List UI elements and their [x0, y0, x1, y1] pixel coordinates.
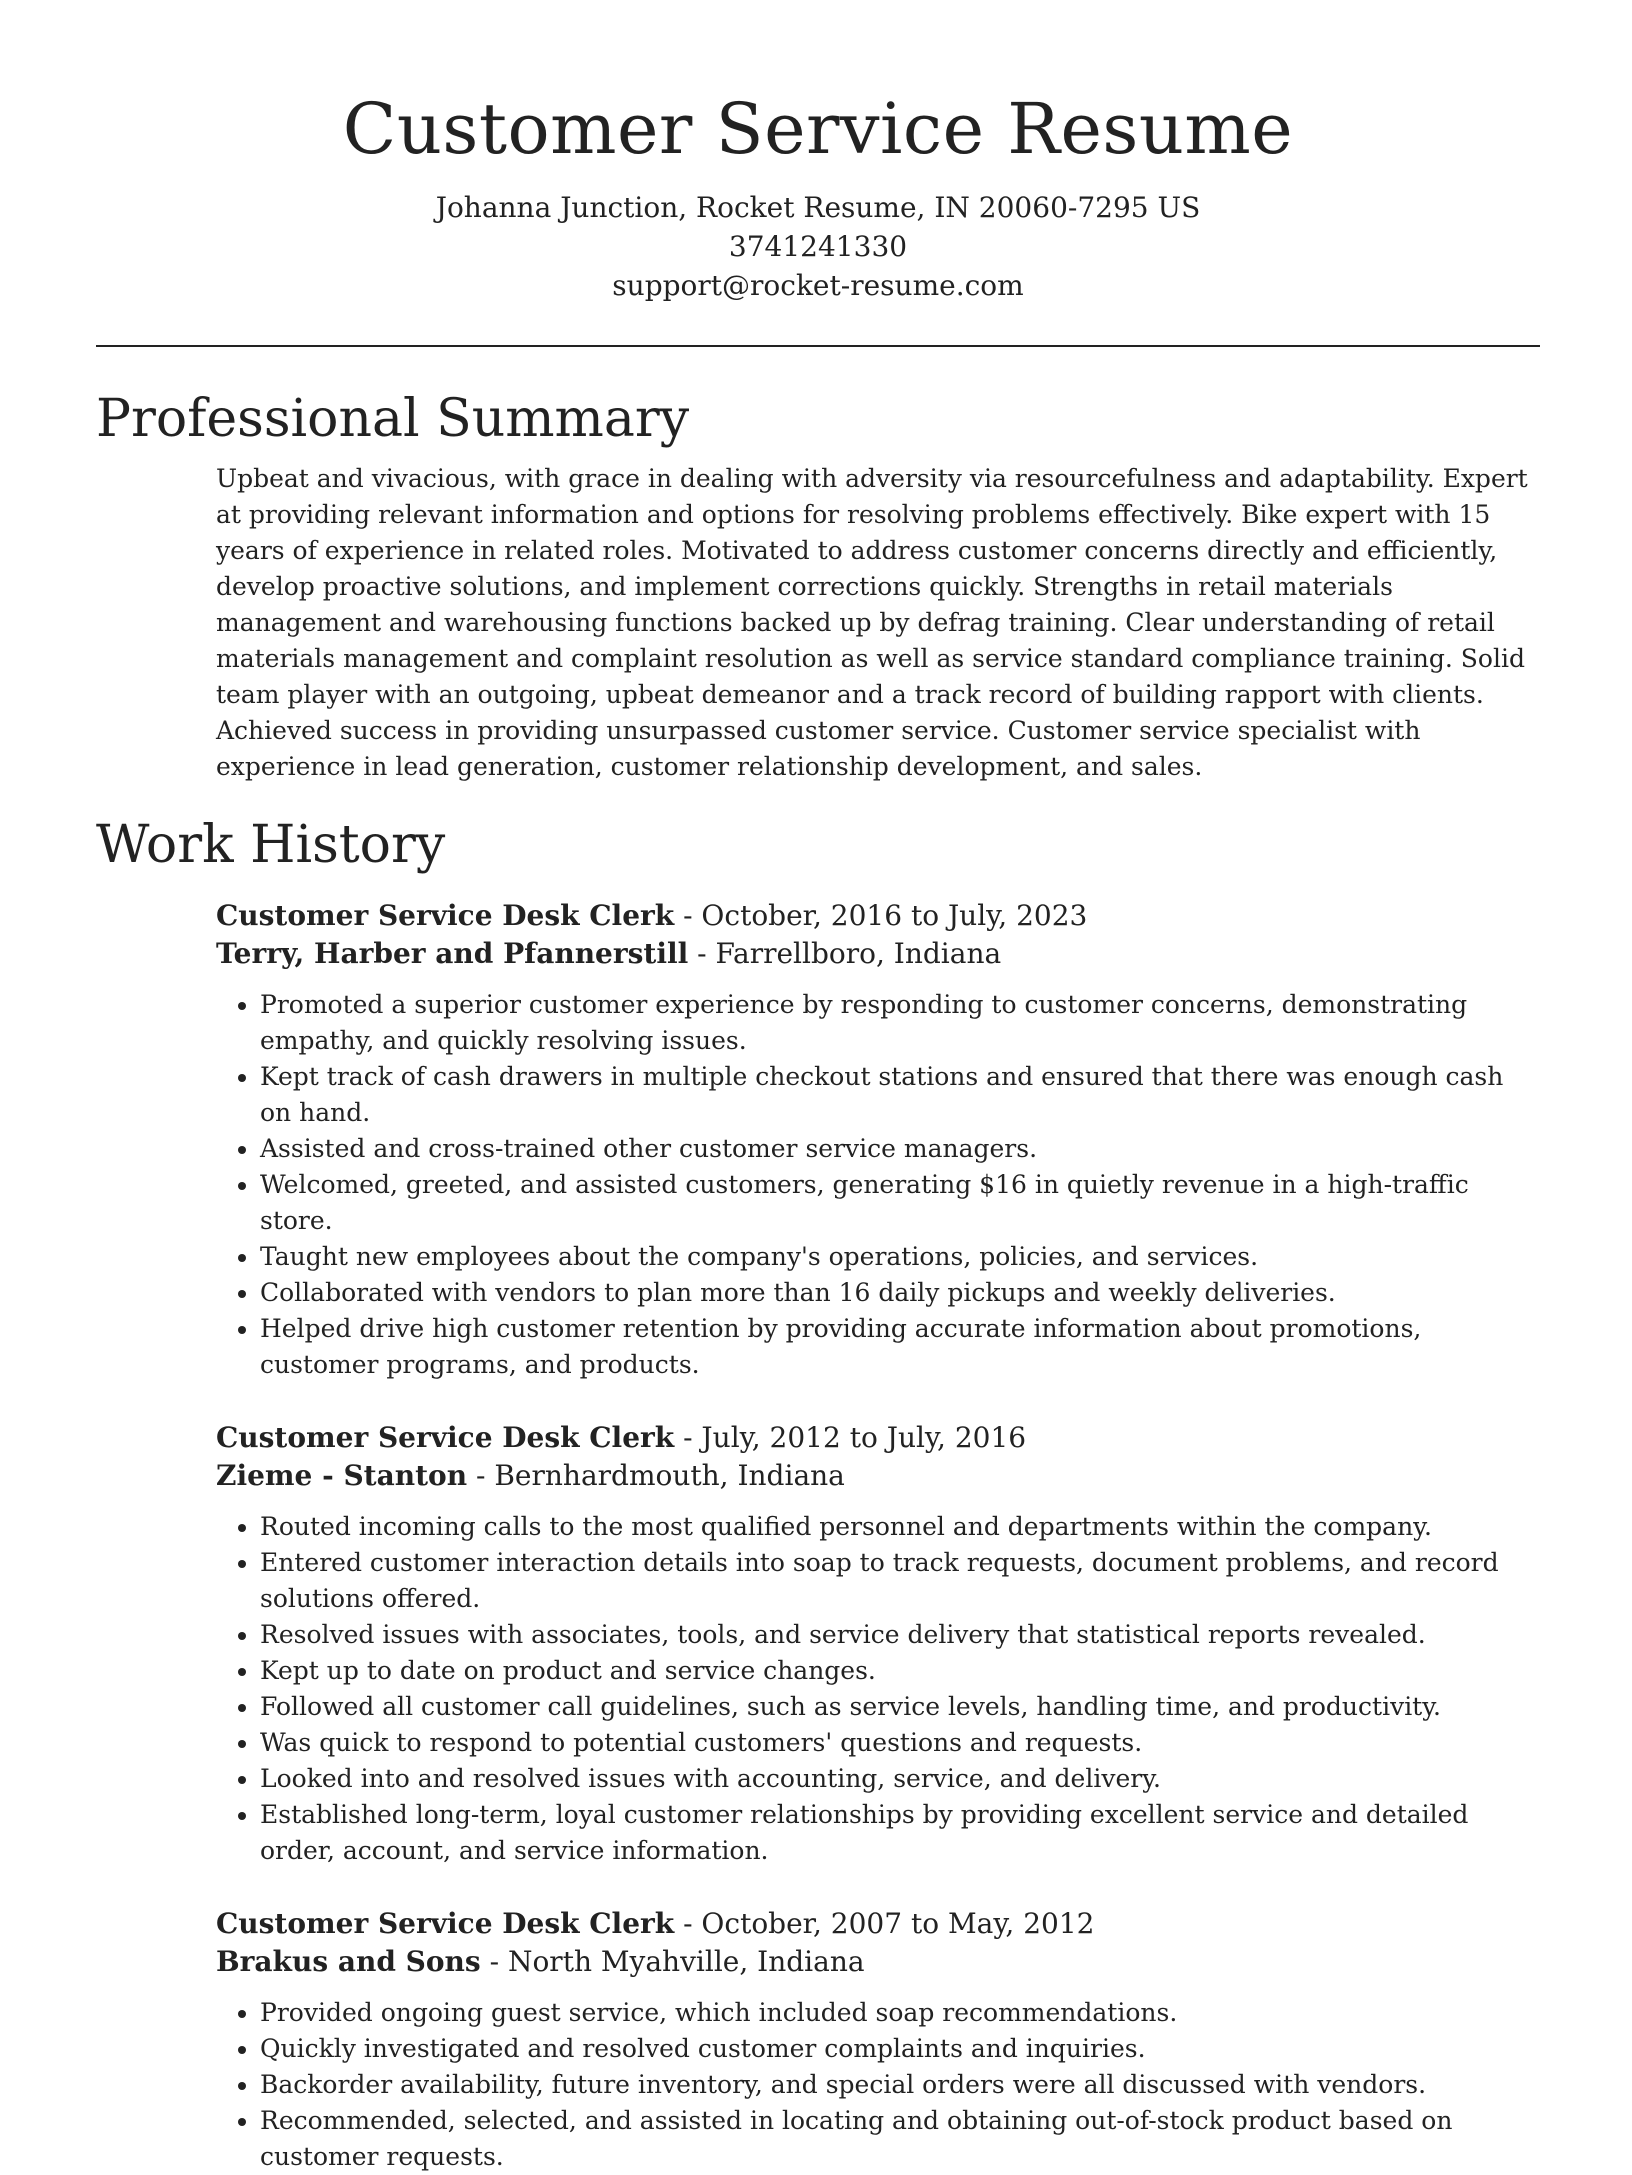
summary-heading: Professional Summary: [96, 389, 690, 449]
contact-address: Johanna Junction, Rocket Resume, IN 20060-7295 US: [435, 191, 1201, 224]
job-title-line: [216, 1419, 1536, 1457]
job-bullet: • Routed incoming calls to the most qualified personnel and departments within the company.: [260, 1509, 1536, 1545]
job-entry: [216, 897, 1536, 1383]
job-bullet: • Followed all customer call guidelines, such as service levels, handling time, and productivity.: [260, 1689, 1536, 1725]
job-bullet: • Established long-term, loyal customer relationships by providing excellent service and detailed order, account, and service information.: [260, 1797, 1536, 1869]
job-bullets: [216, 1995, 1536, 2175]
job-bullet: • Was quick to respond to potential customers' questions and requests.: [260, 1725, 1536, 1761]
job-bullets: [216, 987, 1536, 1383]
job-bullets: [216, 1509, 1536, 1869]
job-bullet: • Backorder availability, future inventory, and special orders were all discussed with vendors.: [260, 2067, 1536, 2103]
job-bullet: • Assisted and cross-trained other customer service managers.: [260, 1131, 1536, 1167]
job-bullet: • Looked into and resolved issues with accounting, service, and delivery.: [260, 1761, 1536, 1797]
job-bullet: • Recommended, selected, and assisted in locating and obtaining out-of-stock product based on customer requests.: [260, 2103, 1536, 2175]
job-title-line: [216, 897, 1536, 935]
job-bullet: • Quickly investigated and resolved customer complaints and inquiries.: [260, 2031, 1536, 2067]
job-bullet: • Collaborated with vendors to plan more than 16 daily pickups and weekly deliveries.: [260, 1275, 1536, 1311]
job-title-line: [216, 1905, 1536, 1943]
job-location: - Bernhardmouth, Indiana: [467, 1459, 845, 1492]
job-title: Customer Service Desk Clerk: [216, 899, 675, 932]
job-entry: [216, 1419, 1536, 1869]
resume-page: [96, 0, 1540, 2175]
job-dates: - October, 2016 to July, 2023: [674, 899, 1088, 932]
header-divider: [96, 345, 1540, 347]
job-title: Customer Service Desk Clerk: [216, 1421, 675, 1454]
job-company-line: [216, 1457, 1536, 1495]
job-location: - Farrellboro, Indiana: [688, 937, 1002, 970]
job-bullet: • Kept track of cash drawers in multiple checkout stations and ensured that there was enough cash on hand.: [260, 1059, 1536, 1131]
job-bullet: • Provided ongoing guest service, which included soap recommendations.: [260, 1995, 1536, 2031]
job-bullet: • Promoted a superior customer experience by responding to customer concerns, demonstrating empathy, and quickly resolving issues.: [260, 987, 1536, 1059]
job-bullet: • Helped drive high customer retention by providing accurate information about promotions, customer programs, and products.: [260, 1311, 1536, 1383]
resume-title: Customer Service Resume: [342, 88, 1294, 170]
job-dates: - October, 2007 to May, 2012: [674, 1907, 1095, 1940]
job-company: Terry, Harber and Pfannerstill: [216, 937, 689, 970]
summary-text: Upbeat and vivacious, with grace in dealing with adversity via resourcefulness and adaptability. Expert at providing relevant information and options for resolving problems effectively. Bike expert with 15 years of experience in related roles. Motivated to address customer concerns directly and efficiently, develop proactive solutions, and implement corrections quickly. Strengths in retail materials management and warehousing functions backed up by defrag training. Clear understanding of retail materials management and complaint resolution as well as service standard compliance training. Solid team player with an outgoing, upbeat demeanor and a track record of building rapport with clients. Achieved success in providing unsurpassed customer service. Customer service specialist with experience in lead generation, customer relationship development, and sales.: [216, 464, 1528, 781]
job-bullet: • Entered customer interaction details into soap to track requests, document problems, and record solutions offered.: [260, 1545, 1536, 1617]
work-history-heading: Work History: [96, 815, 446, 875]
job-bullet: • Kept up to date on product and service changes.: [260, 1653, 1536, 1689]
job-company: Zieme - Stanton: [216, 1459, 468, 1492]
contact-email: support@rocket-resume.com: [612, 269, 1024, 302]
job-company-line: [216, 1943, 1536, 1981]
resume-header: [96, 0, 1540, 305]
job-bullet: • Resolved issues with associates, tools, and service delivery that statistical reports revealed.: [260, 1617, 1536, 1653]
job-title: Customer Service Desk Clerk: [216, 1907, 675, 1940]
job-bullet: • Taught new employees about the company's operations, policies, and services.: [260, 1239, 1536, 1275]
job-entry: [216, 1905, 1536, 2175]
job-bullet: • Welcomed, greeted, and assisted customers, generating $16 in quietly revenue in a high-traffic store.: [260, 1167, 1536, 1239]
job-company-line: [216, 935, 1536, 973]
job-location: - North Myahville, Indiana: [480, 1945, 865, 1978]
contact-phone: 3741241330: [728, 230, 908, 263]
job-company: Brakus and Sons: [216, 1945, 481, 1978]
contact-info: [96, 188, 1540, 305]
job-dates: - July, 2012 to July, 2016: [674, 1421, 1027, 1454]
